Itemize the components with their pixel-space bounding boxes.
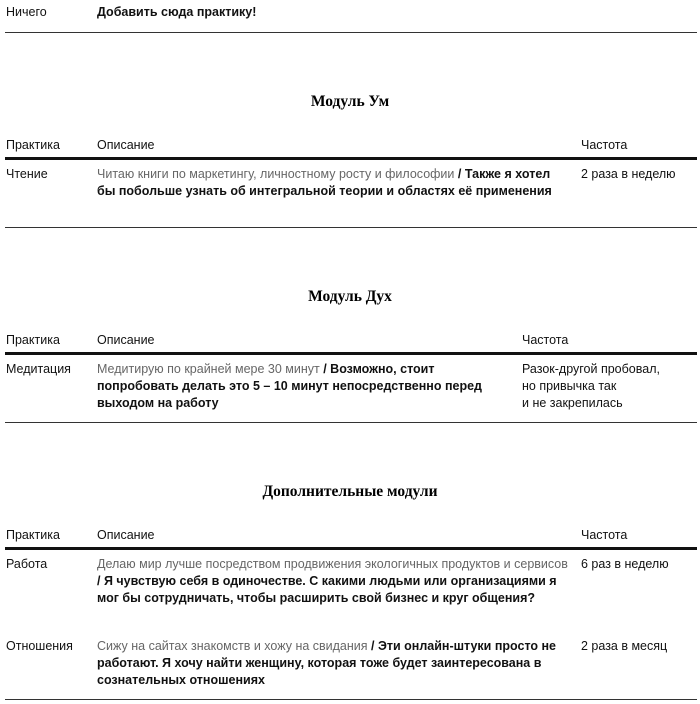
top-row-divider	[5, 32, 697, 33]
frequency-line: и не закрепилась	[522, 396, 623, 410]
header-divider	[5, 157, 697, 160]
description-goal: Эти онлайн-штуки просто не работают. Я хочу найти женщину, которая тоже будет заинтересована в сознательных отношениях	[97, 639, 557, 687]
description-current: Сижу на сайтах знакомств и хожу на свидания	[97, 639, 368, 653]
row-practice: Отношения	[6, 639, 73, 653]
description-separator: /	[454, 167, 465, 181]
header-frequency: Частота	[522, 333, 569, 347]
description-separator: /	[97, 574, 104, 588]
description-separator: /	[319, 362, 331, 376]
section-title-additional: Дополнительные модули	[262, 483, 438, 500]
row-practice: Работа	[6, 557, 48, 571]
header-frequency: Частота	[581, 528, 628, 542]
header-description: Описание	[97, 333, 155, 347]
row-practice: Медитация	[6, 362, 71, 376]
section-title-spirit: Модуль Дух	[308, 288, 392, 305]
description-separator: /	[367, 639, 378, 653]
header-practice: Практика	[6, 333, 60, 347]
row-frequency: 2 раза в неделю	[581, 167, 676, 181]
description-goal: Возможно, стоит попробовать делать это 5 – 10 минут непосредственно перед выходом на работу	[97, 362, 482, 410]
row-description	[97, 638, 571, 689]
frequency-line: Разок-другой пробовал,	[522, 362, 660, 376]
top-row-practice: Ничего	[6, 5, 47, 19]
section-end-divider	[5, 422, 697, 423]
row-frequency: 2 раза в месяц	[581, 639, 668, 653]
header-practice: Практика	[6, 528, 60, 542]
header-frequency: Частота	[581, 138, 628, 152]
description-goal: Я чувствую себя в одиночестве. С какими людьми или организациями я мог бы сотрудничать, чтобы расширить свой бизнес и круг общения?	[97, 574, 557, 605]
description-current: Делаю мир лучше посредством продвижения экологичных продуктов и сервисов	[97, 557, 568, 571]
section-title-mind: Модуль Ум	[310, 93, 390, 110]
header-divider	[5, 547, 697, 550]
row-description	[97, 166, 571, 200]
row-description	[97, 361, 509, 412]
header-practice: Практика	[6, 138, 60, 152]
description-current: Читаю книги по маркетингу, личностному росту и философии	[97, 167, 455, 181]
row-frequency	[522, 361, 660, 412]
row-frequency: 6 раз в неделю	[581, 557, 669, 571]
header-description: Описание	[97, 528, 155, 542]
row-description	[97, 556, 571, 607]
top-row-description: Добавить сюда практику!	[97, 5, 257, 19]
header-description: Описание	[97, 138, 155, 152]
frequency-line: но привычка так	[522, 379, 617, 393]
section-end-divider	[5, 699, 697, 700]
header-divider	[5, 352, 697, 355]
description-current: Медитирую по крайней мере 30 минут	[97, 362, 320, 376]
description-goal: Также я хотел бы побольше узнать об интегральной теории и областях её применения	[97, 167, 552, 198]
section-end-divider	[5, 227, 697, 228]
row-practice: Чтение	[6, 167, 48, 181]
